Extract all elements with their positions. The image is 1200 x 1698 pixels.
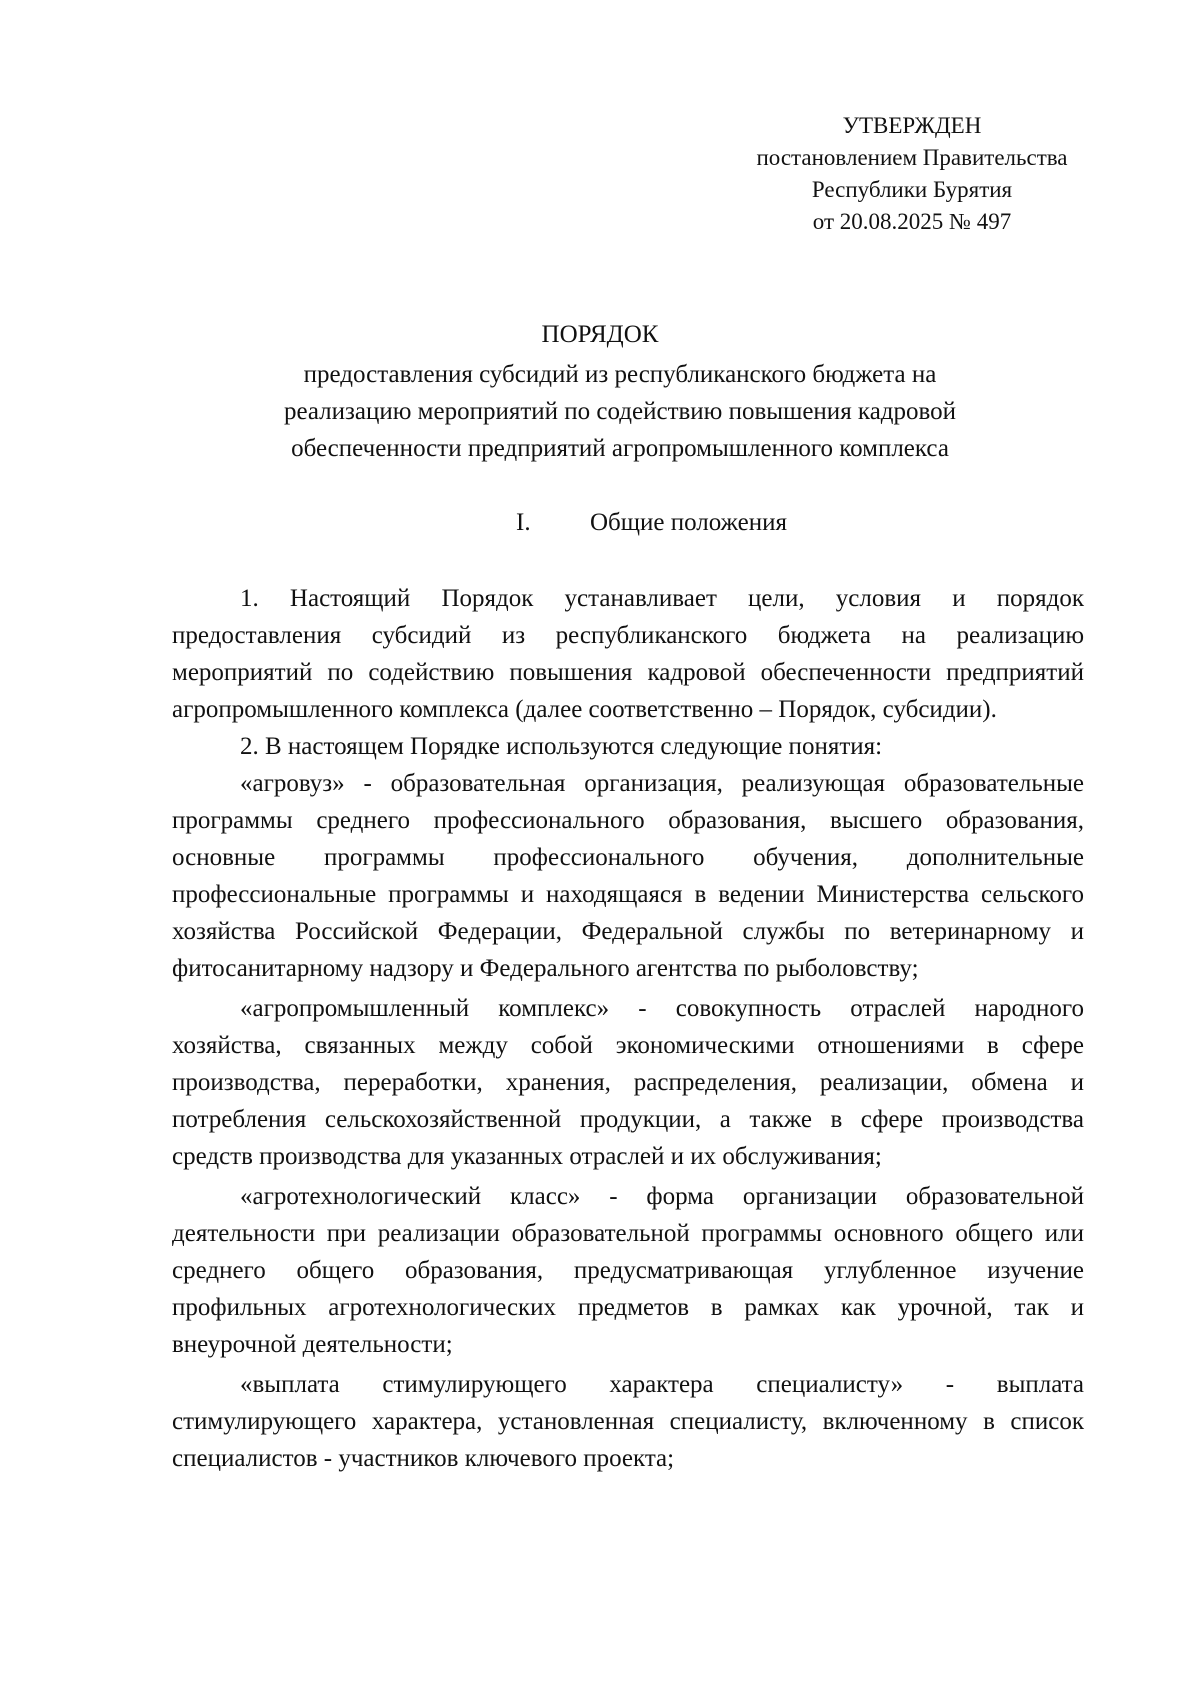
document-subtitle [220, 356, 1020, 467]
section-number: I. [516, 509, 531, 536]
subtitle-line: обеспеченности предприятий агропромышленного комплекса [291, 435, 949, 462]
definition-agro-complex: «агропромышленный комплекс» - совокупность отраслей народного хозяйства, связанных между собой экономическими отношениями в сфере производства, переработки, хранения, распределения, реализации, обмена и потребления сельскохозяйственной продукции, а также в сфере производства средств производства для указанных отраслей и их обслуживания; [172, 995, 1084, 1170]
paragraph-1: 1. Настоящий Порядок устанавливает цели, условия и порядок предоставления субсидий из республиканского бюджета на реализацию мероприятий по содействию повышения кадровой обеспеченности предприятий агропромышленного комплекса (далее соответственно – Порядок, субсидии). [172, 585, 1084, 723]
approval-date-number: от 20.08.2025 № 497 [812, 209, 1012, 234]
approval-heading: УТВЕРЖДЕН [842, 113, 982, 138]
definition-incentive-payment: «выплата стимулирующего характера специалисту» - выплата стимулирующего характера, установленная специалисту, включенному в список специалистов - участников ключевого проекта; [172, 1371, 1084, 1472]
subtitle-line: реализацию мероприятий по содействию повышения кадровой [283, 398, 957, 425]
definition-agrovuz: «агровуз» - образовательная организация, реализующая образовательные программы среднего профессионального образования, высшего образования, основные программы профессионального обучения, дополнительные профессиональные программы и находящаяся в ведении Министерства сельского хозяйства Российской Федерации, Федеральной службы по ветеринарному и фитосанитарному надзору и Федерального агентства по рыболовству; [172, 770, 1084, 982]
document-title: ПОРЯДОК [541, 321, 659, 348]
approval-region: Республики Бурятия [811, 177, 1013, 202]
definition-agro-class: «агротехнологический класс» - форма организации образовательной деятельности при реализации образовательной программы основного общего или среднего общего образования, предусматривающая углубленное изучение профильных агротехнологических предметов в рамках как урочной, так и внеурочной деятельности; [172, 1183, 1084, 1358]
approval-stamp [742, 110, 1082, 238]
approval-issuer: постановлением Правительства [756, 145, 1068, 170]
paragraph-2: 2. В настоящем Порядке используются следующие понятия: [240, 733, 883, 760]
document-body [172, 580, 1084, 1477]
subtitle-line: предоставления субсидий из республиканского бюджета на [303, 361, 937, 388]
section-name: Общие положения [590, 509, 787, 536]
